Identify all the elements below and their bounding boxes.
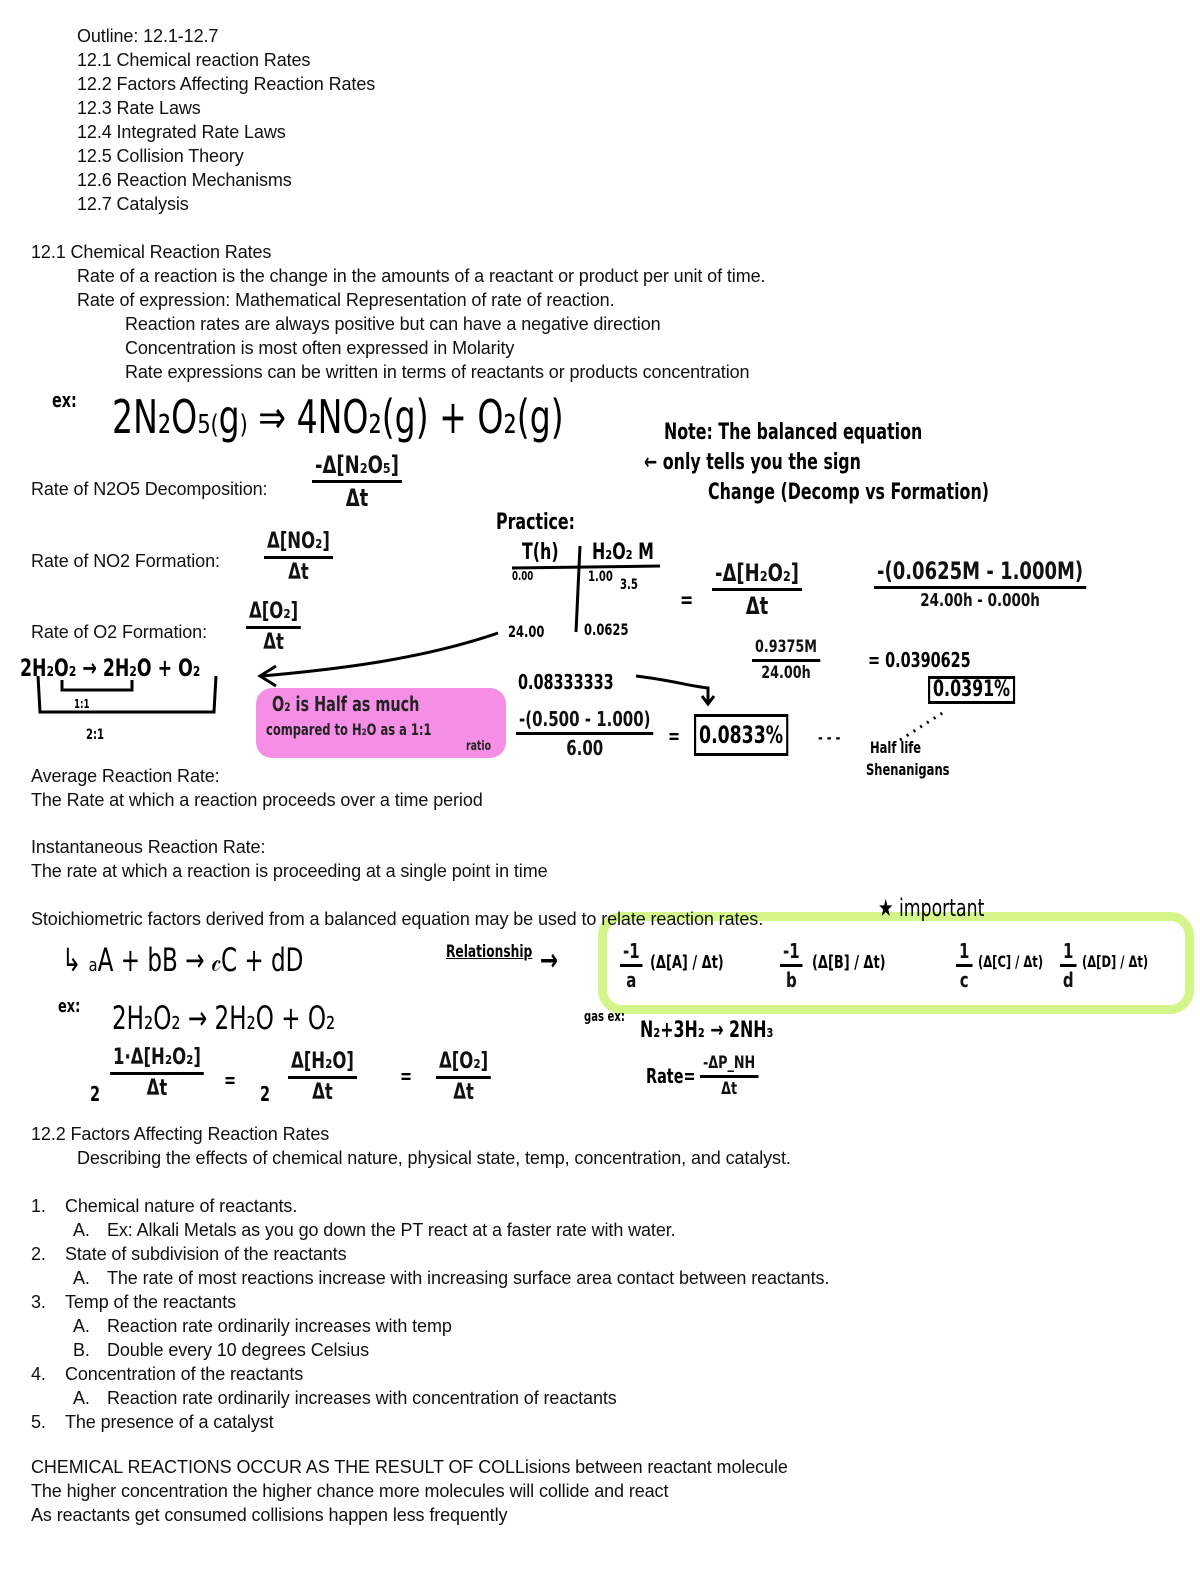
- text-line: Rate of a reaction is the change in the amounts of a reactant or product per unit of time.: [77, 266, 766, 286]
- ratio-label: 2:1: [86, 727, 105, 743]
- equals: =: [680, 588, 694, 613]
- text-line: Reaction rates are always positive but can have a negative direction: [125, 314, 661, 334]
- list-item: Temp of the reactants: [65, 1292, 236, 1312]
- outline-title: Outline: 12.1-12.7: [77, 26, 219, 46]
- hand-eq3: N₂+3H₂ → 2NH₃: [640, 1018, 774, 1043]
- hand-value: 0.08333333: [518, 670, 614, 694]
- rate-term: (Δ[B] / Δt): [812, 952, 886, 973]
- table-line-h: [512, 566, 660, 568]
- hand-note: Note: The balanced equation: [664, 420, 923, 445]
- denominator: Δt: [146, 1076, 168, 1102]
- denominator: 6.00: [566, 736, 604, 760]
- denominator: Δt: [312, 1080, 333, 1106]
- curved-arrow: [260, 633, 498, 686]
- label-no2: Rate of NO2 Formation:: [31, 551, 220, 571]
- inst-heading: Instantaneous Reaction Rate:: [31, 837, 266, 857]
- text-line: Rate of expression: Mathematical Representation of rate of reaction.: [77, 290, 615, 310]
- list-number: 5.: [31, 1412, 46, 1432]
- denominator: Δt: [721, 1078, 738, 1099]
- bracket-1to1: [62, 680, 132, 690]
- numerator: -Δ[N₂O₅]: [312, 452, 402, 483]
- text-line: Concentration is most often expressed in Molarity: [125, 338, 515, 358]
- pink-note: compared to H₂O as a 1:1: [266, 720, 432, 739]
- numerator: 1: [956, 940, 972, 967]
- text-line: Stoichiometric factors derived from a balanced equation may be used to relate reaction rates.: [31, 909, 764, 929]
- section-heading: 12.1 Chemical Reaction Rates: [31, 242, 272, 262]
- closing-line: As reactants get consumed collisions happen less frequently: [31, 1505, 508, 1525]
- dots: - - -: [818, 728, 841, 747]
- denominator: Δt: [745, 592, 769, 621]
- outline-item: 12.3 Rate Laws: [77, 98, 201, 118]
- denominator: Δt: [263, 630, 284, 656]
- numerator: 1: [1060, 940, 1076, 967]
- hand-equation: 2N₂O₅₍g₎ ⇒ 4NO₂(g) + O₂(g): [112, 390, 564, 444]
- table-head: H₂O₂ M: [592, 540, 654, 565]
- numerator: Δ[O₂]: [246, 600, 301, 629]
- table-head: T(h): [522, 540, 559, 565]
- result-box: 0.0391%: [928, 676, 1015, 704]
- numerator: 0.9375M: [752, 638, 820, 662]
- sublist-item: Reaction rate ordinarily increases with temp: [107, 1316, 452, 1336]
- equals: =: [400, 1064, 413, 1088]
- arrow-to-box: [636, 676, 714, 704]
- denominator: d: [1062, 968, 1074, 992]
- important-note: ★ important: [878, 894, 985, 922]
- sublist-letter: A.: [73, 1388, 90, 1408]
- table-cell: 24.00: [508, 622, 545, 641]
- outline-item: 12.4 Integrated Rate Laws: [77, 122, 286, 142]
- half-life-note: Half life: [870, 738, 922, 757]
- pink-note: O₂ is Half as much: [272, 692, 420, 716]
- arrow: →: [540, 943, 559, 978]
- section-heading: 12.2 Factors Affecting Reaction Rates: [31, 1124, 330, 1144]
- text-line: Rate expressions can be written in terms of reactants or products concentration: [125, 362, 750, 382]
- rate-term: (Δ[C] / Δt): [978, 952, 1044, 971]
- gas-ex: gas ex:: [584, 1009, 625, 1025]
- hand-c: 2: [260, 1082, 271, 1106]
- table-cell: 1.00: [588, 569, 613, 585]
- table-cell: 0.00: [512, 569, 534, 583]
- sublist-letter: A.: [73, 1316, 90, 1336]
- numerator: -(0.500 - 1.000): [516, 708, 654, 735]
- denominator: 24.00h: [761, 662, 811, 683]
- denominator: Δt: [345, 484, 369, 513]
- result-value: = 0.0390625: [868, 648, 971, 672]
- general-eq: ↳ ₐA + bB → 𝒸C + dD: [62, 941, 304, 979]
- pink-note: ratio: [466, 739, 492, 754]
- dotted-line: [900, 712, 944, 740]
- rate-term: (Δ[A] / Δt): [650, 952, 724, 973]
- hand-note: ← only tells you the sign: [644, 450, 861, 475]
- denominator: c: [959, 968, 969, 992]
- denominator: b: [785, 968, 797, 992]
- list-number: 2.: [31, 1244, 46, 1264]
- text-line: The rate at which a reaction is proceeding at a single point in time: [31, 861, 548, 881]
- denominator: Δt: [288, 560, 309, 586]
- rate-label: Rate=: [646, 1064, 696, 1088]
- numerator: -1: [620, 940, 643, 967]
- numerator: 1·Δ[H₂O₂]: [110, 1046, 204, 1075]
- list-number: 3.: [31, 1292, 46, 1312]
- table-cell: 0.0625: [584, 620, 629, 639]
- numerator: Δ[H₂O]: [288, 1050, 357, 1079]
- outline-item: 12.7 Catalysis: [77, 194, 189, 214]
- list-item: Chemical nature of reactants.: [65, 1196, 298, 1216]
- outline-item: 12.5 Collision Theory: [77, 146, 244, 166]
- sublist-item: Ex: Alkali Metals as you go down the PT react at a faster rate with water.: [107, 1220, 676, 1240]
- list-item: The presence of a catalyst: [65, 1412, 274, 1432]
- hand-h2o2-eq: 2H₂O₂ → 2H₂O + O₂: [20, 654, 201, 682]
- equals: =: [224, 1068, 237, 1092]
- list-item: Concentration of the reactants: [65, 1364, 304, 1384]
- sublist-item: Double every 10 degrees Celsius: [107, 1340, 370, 1360]
- half-life-note: Shenanigans: [866, 760, 950, 779]
- practice-label: Practice:: [496, 510, 575, 535]
- equals: =: [668, 724, 681, 748]
- text-line: The Rate at which a reaction proceeds over a time period: [31, 790, 483, 810]
- numerator: Δ[O₂]: [436, 1050, 491, 1079]
- numerator: -ΔP_NH: [700, 1054, 758, 1078]
- ratio-label: 1:1: [74, 697, 90, 711]
- denominator: Δt: [453, 1080, 474, 1106]
- label-o2: Rate of O2 Formation:: [31, 622, 207, 642]
- sublist-item: Reaction rate ordinarily increases with concentration of reactants: [107, 1388, 617, 1408]
- avg-heading: Average Reaction Rate:: [31, 766, 220, 786]
- text-line: Describing the effects of chemical nature, physical state, temp, concentration, and catalyst.: [77, 1148, 791, 1168]
- denominator: a: [626, 968, 637, 992]
- numerator: -Δ[H₂O₂]: [712, 560, 802, 591]
- numerator: -(0.0625M - 1.000M): [874, 558, 1086, 589]
- list-item: State of subdivision of the reactants: [65, 1244, 347, 1264]
- outline-item: 12.2 Factors Affecting Reaction Rates: [77, 74, 376, 94]
- table-cell: 3.5: [620, 577, 638, 593]
- table-line-v: [576, 546, 580, 632]
- rate-term: (Δ[D] / Δt): [1082, 952, 1149, 971]
- relationship: Relationship: [446, 942, 533, 962]
- outline-item: 12.6 Reaction Mechanisms: [77, 170, 292, 190]
- avg-result-box: 0.0833%: [694, 714, 788, 756]
- sublist-letter: A.: [73, 1268, 90, 1288]
- outline-item: 12.1 Chemical reaction Rates: [77, 50, 311, 70]
- hand-note: Change (Decomp vs Formation): [708, 480, 989, 505]
- list-number: 1.: [31, 1196, 46, 1216]
- hand-ex: ex:: [58, 996, 81, 1017]
- bracket-2to1: [38, 676, 216, 712]
- numerator: -1: [780, 940, 803, 967]
- label-n2o5: Rate of N2O5 Decomposition:: [31, 479, 268, 499]
- numerator: Δ[NO₂]: [264, 530, 333, 559]
- closing-line: CHEMICAL REACTIONS OCCUR AS THE RESULT OF COLLisions between reactant molecule: [31, 1457, 788, 1477]
- hand-eq2: 2H₂O₂ → 2H₂O + O₂: [112, 999, 336, 1037]
- hand-c: 2: [90, 1082, 101, 1106]
- denominator: 24.00h - 0.000h: [920, 590, 1040, 612]
- closing-line: The higher concentration the higher chance more molecules will collide and react: [31, 1481, 669, 1501]
- hand-ex: ex:: [52, 388, 77, 412]
- sublist-letter: B.: [73, 1340, 90, 1360]
- list-number: 4.: [31, 1364, 46, 1384]
- sublist-item: The rate of most reactions increase with increasing surface area contact between reactants.: [107, 1268, 830, 1288]
- sublist-letter: A.: [73, 1220, 90, 1240]
